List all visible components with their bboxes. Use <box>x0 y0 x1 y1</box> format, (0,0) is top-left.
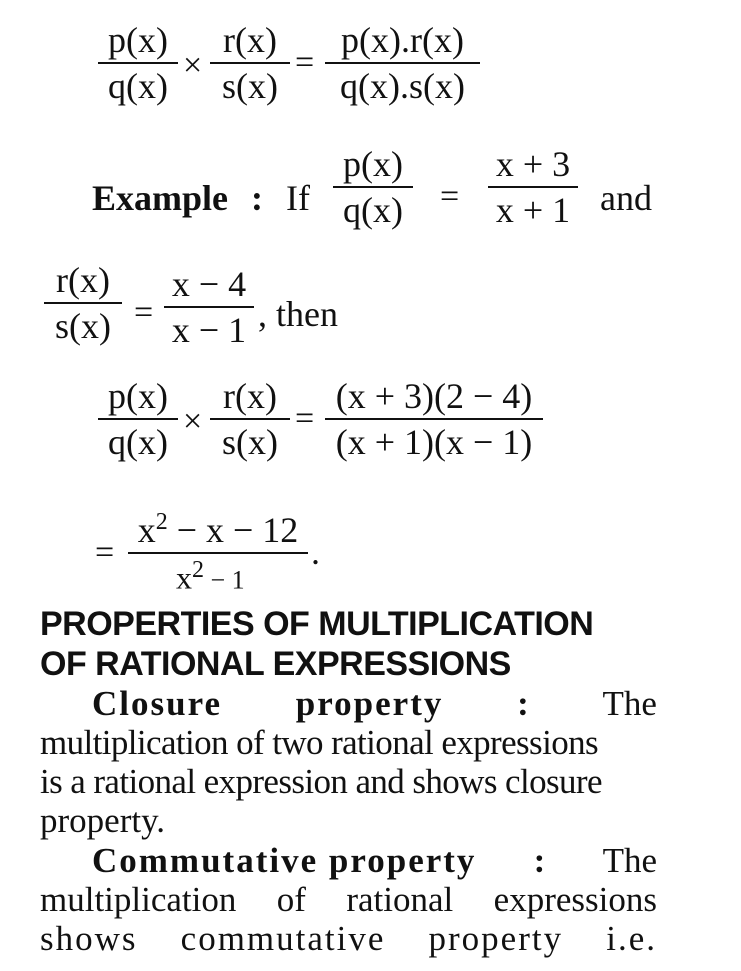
commutative-line-2 <box>40 880 657 919</box>
equals-sign: = <box>440 178 460 215</box>
fraction-bar <box>44 302 122 304</box>
word: rational <box>346 880 454 919</box>
commutative-title: Commutative property <box>92 841 477 880</box>
equals-sign: = <box>295 400 315 437</box>
fraction-bar <box>325 418 543 420</box>
numerator: p(x) <box>108 376 168 416</box>
commutative-line-1 <box>40 841 657 880</box>
example-fraction-p-over-q <box>333 146 413 228</box>
denominator: q(x) <box>108 422 168 462</box>
den-base: x <box>176 559 192 596</box>
numerator: x + 3 <box>495 144 571 184</box>
denominator: s(x) <box>222 422 278 462</box>
example-colon: : <box>251 178 264 218</box>
rule-fraction-result <box>325 22 480 104</box>
word: shows <box>40 919 138 958</box>
commutative-line-3 <box>40 919 657 958</box>
fraction-bar <box>164 306 254 308</box>
closure-line-1 <box>40 684 657 723</box>
and-word: and <box>600 178 652 218</box>
numerator: p(x).r(x) <box>341 20 464 60</box>
denominator: x − 1 <box>171 310 247 350</box>
heading-line-1: PROPERTIES OF MULTIPLICATION <box>40 605 594 643</box>
example-fraction-x-plus-3 <box>488 146 578 228</box>
rule-fraction-p-over-q <box>98 22 178 104</box>
denominator: q(x) <box>343 190 403 230</box>
closure-colon: : <box>517 684 529 723</box>
times-sign: × <box>183 403 203 440</box>
closure-line-2: multiplication of two rational expressions <box>40 723 599 762</box>
result-fraction <box>128 510 308 594</box>
example-fraction-x-minus-4 <box>164 266 254 348</box>
numerator: p(x) <box>343 144 403 184</box>
closure-title-word-2: property <box>295 684 444 723</box>
equals-sign: = <box>295 44 315 81</box>
numerator: r(x) <box>223 376 277 416</box>
equals-sign: = <box>95 534 115 571</box>
fraction-bar <box>210 62 290 64</box>
times-sign: × <box>183 47 203 84</box>
denominator: s(x) <box>222 66 278 106</box>
word: of <box>276 880 306 919</box>
example-label-group <box>92 180 310 216</box>
den-exponent: 2 <box>192 557 204 583</box>
word: multiplication <box>40 880 237 919</box>
closure-line-4: property. <box>40 801 166 840</box>
then-word: , then <box>258 294 338 334</box>
word: property <box>428 919 564 958</box>
equals-sign: = <box>134 294 154 331</box>
closure-title-word-1: Closure <box>92 684 223 723</box>
fraction-bar <box>128 552 308 554</box>
num-rest: − x − 12 <box>167 510 299 550</box>
example-fraction-r-over-s <box>44 262 122 344</box>
if-word: If <box>286 178 310 218</box>
num-base: x <box>137 510 156 550</box>
denominator: q(x) <box>108 66 168 106</box>
product-fraction-result <box>325 378 543 460</box>
commutative-paragraph <box>40 841 657 958</box>
numerator: r(x) <box>223 20 277 60</box>
period: . <box>311 532 320 572</box>
example-label: Example <box>92 178 229 218</box>
fraction-bar <box>488 186 578 188</box>
denominator <box>128 558 308 594</box>
word: expressions <box>493 880 657 919</box>
commutative-the: The <box>602 841 657 880</box>
numerator <box>128 510 308 548</box>
commutative-colon: : <box>533 841 546 880</box>
denominator: x + 1 <box>495 190 571 230</box>
word: i.e. <box>606 919 657 958</box>
den-rest: − 1 <box>204 565 245 595</box>
closure-the: The <box>602 684 657 723</box>
numerator: (x + 3)(2 − 4) <box>335 376 533 416</box>
denominator: (x + 1)(x − 1) <box>335 422 533 462</box>
heading-line-2: OF RATIONAL EXPRESSIONS <box>40 645 511 683</box>
numerator: x − 4 <box>171 264 247 304</box>
product-fraction-r-over-s <box>210 378 290 460</box>
rule-fraction-r-over-s <box>210 22 290 104</box>
denominator: s(x) <box>55 306 111 346</box>
fraction-bar <box>210 418 290 420</box>
closure-line-3: is a rational expression and shows closure <box>40 762 602 801</box>
word: commutative <box>180 919 386 958</box>
fraction-bar <box>98 62 178 64</box>
fraction-bar <box>98 418 178 420</box>
numerator: r(x) <box>56 260 110 300</box>
closure-paragraph <box>40 684 657 840</box>
numerator: p(x) <box>108 20 168 60</box>
product-fraction-p-over-q <box>98 378 178 460</box>
section-heading <box>40 604 593 684</box>
fraction-bar <box>325 62 480 64</box>
num-exponent: 2 <box>155 509 168 535</box>
denominator: q(x).s(x) <box>340 66 465 106</box>
fraction-bar <box>333 186 413 188</box>
